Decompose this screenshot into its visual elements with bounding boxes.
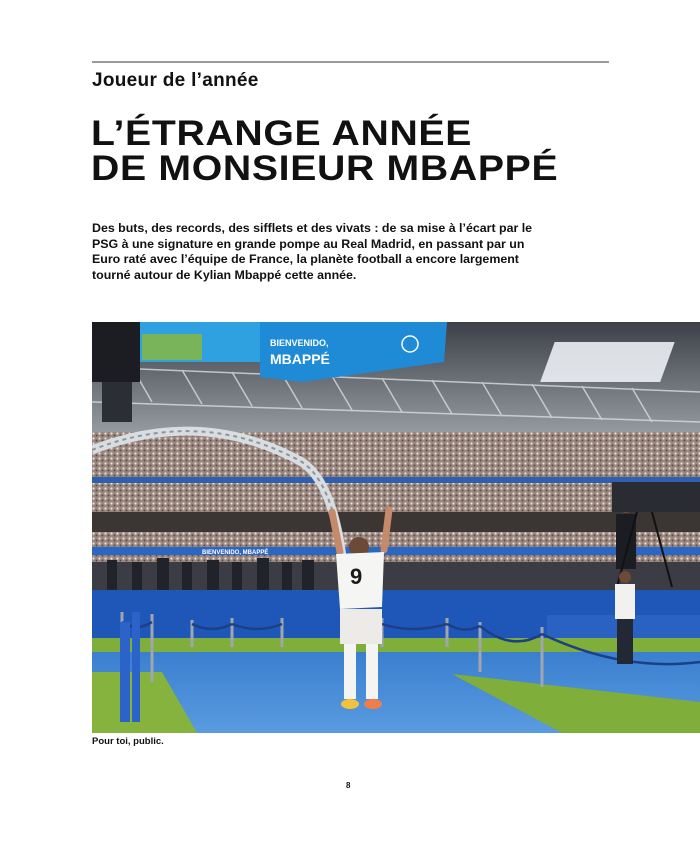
header-rule	[92, 61, 609, 63]
jersey-number: 9	[350, 564, 363, 589]
headline-line-2: DE MONSIEUR MBAPPÉ	[91, 149, 559, 188]
headline-line-1: L’ÉTRANGE ANNÉE	[91, 114, 473, 153]
screen-text-1: BIENVENIDO,	[270, 338, 329, 348]
page-number: 8	[346, 781, 351, 790]
ribbon-text: BIENVENIDO, MBAPPÉ	[202, 550, 269, 556]
screen-text-2: MBAPPÉ	[270, 351, 330, 367]
section-kicker: Joueur de l’année	[92, 70, 259, 91]
photo-caption: Pour toi, public.	[92, 736, 164, 747]
article-lede: Des buts, des records, des sifflets et des vivats : de sa mise à l’écart par le PSG à une signature en grande pompe au Real Madrid, en passant par un Euro raté avec l’équipe de France, la planète football a encore largement tourné autour de Kylian Mbappé cette année.	[92, 221, 533, 282]
article-headline	[91, 116, 558, 186]
stadium-photo	[92, 322, 700, 733]
